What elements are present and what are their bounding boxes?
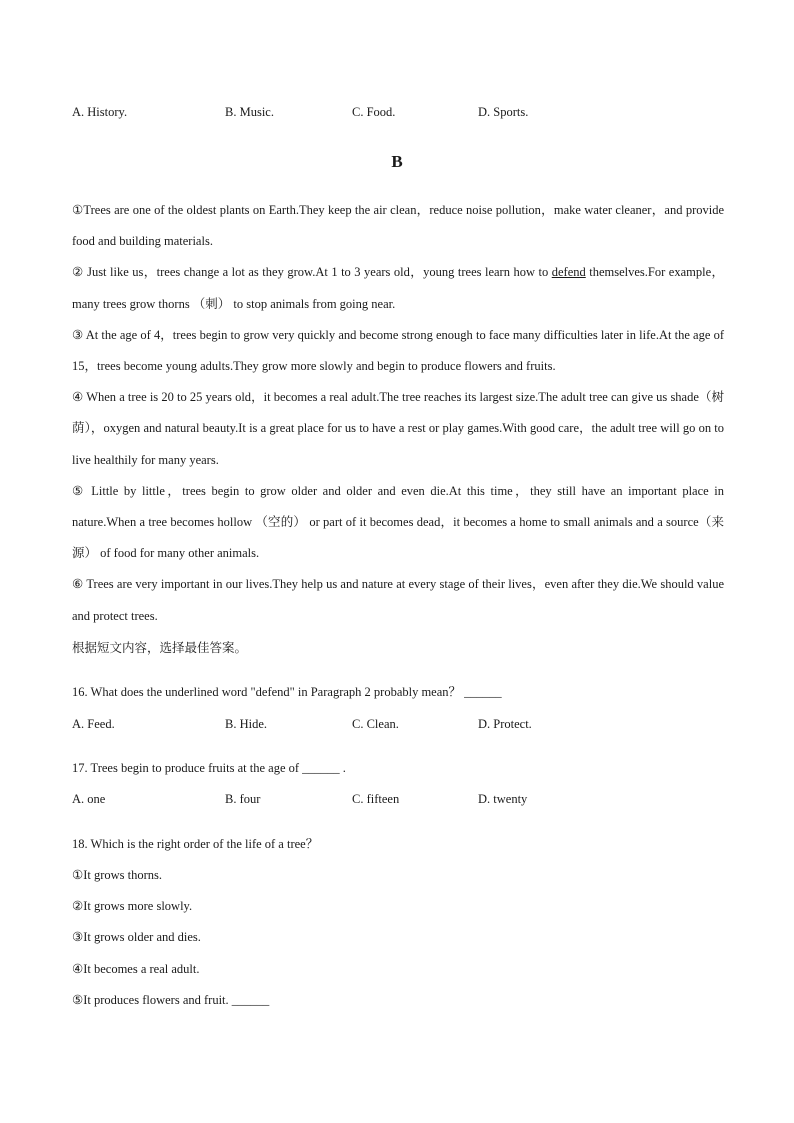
underlined-word: defend	[551, 265, 586, 280]
section-heading: B	[391, 152, 403, 171]
paragraph-1: ①Trees are one of the oldest plants on Earth.They keep the air clean，reduce noise pollution，make water cleaner，and provide food and building materials.	[72, 203, 724, 249]
option-c: C. fifteen	[352, 792, 400, 806]
option-a: A. one	[72, 792, 106, 806]
option-d: D. twenty	[478, 792, 528, 806]
reading-passage	[72, 195, 724, 632]
option-d: D. Protect.	[478, 717, 532, 731]
instruction: 根据短文内容，选择最佳答案。	[72, 640, 248, 655]
option-a: A. History.	[72, 105, 128, 119]
prev-question-options	[72, 104, 732, 120]
question-17-options	[72, 791, 732, 807]
question-16-stem: 16. What does the underlined word "defend" in Paragraph 2 probably mean？ ______	[72, 685, 502, 699]
option-b: B. Music.	[225, 105, 274, 119]
paragraph-2	[72, 257, 724, 319]
option-c: C. Clean.	[352, 717, 399, 731]
question-17-stem: 17. Trees begin to produce fruits at the age of ______ .	[72, 761, 346, 775]
paragraph-4: ④ When a tree is 20 to 25 years old，it becomes a real adult.The tree reaches its largest size.The adult tree can give us shade（树荫），oxygen and natural beauty.It is a great place for us to have a rest or play games.With good care，the adult tree will go on to live healthily for many years.	[72, 390, 724, 467]
list-item: ①It grows thorns.	[72, 868, 163, 882]
option-c: C. Food.	[352, 105, 396, 119]
list-item: ④It becomes a real adult.	[72, 962, 200, 976]
paragraph-6: ⑥ Trees are very important in our lives.They help us and nature at every stage of their lives，even after they die.We should value and protect trees.	[72, 577, 724, 623]
question-18-stem: 18. Which is the right order of the life of a tree？	[72, 837, 319, 851]
option-b: B. four	[225, 792, 261, 806]
list-item: ②It grows more slowly.	[72, 899, 193, 913]
list-item: ③It grows older and dies.	[72, 930, 201, 944]
paragraph-2-end: themselves.For example，many trees grow thorns （刺） to stop animals from going near.	[72, 265, 724, 311]
option-a: A. Feed.	[72, 717, 115, 731]
paragraph-5: ⑤ Little by little，trees begin to grow older and older and even die.At this time，they still have an important place in nature.When a tree becomes hollow （空的） or part of it becomes dead，it becomes a home to small animals and a source（来源） of food for many other animals.	[72, 483, 724, 561]
paragraph-2-start: ② Just like us，trees change a lot as they grow.At 1 to 3 years old，young trees learn how to	[72, 265, 552, 280]
list-item: ⑤It produces flowers and fruit. ______	[72, 993, 270, 1007]
paragraph-3: ③ At the age of 4，trees begin to grow very quickly and become strong enough to face many difficulties later in life.At the age of 15，trees become young adults.They grow more slowly and begin to produce flowers and fruits.	[72, 327, 724, 374]
option-d: D. Sports.	[478, 105, 529, 119]
question-16-options	[72, 716, 732, 732]
option-b: B. Hide.	[225, 717, 268, 731]
